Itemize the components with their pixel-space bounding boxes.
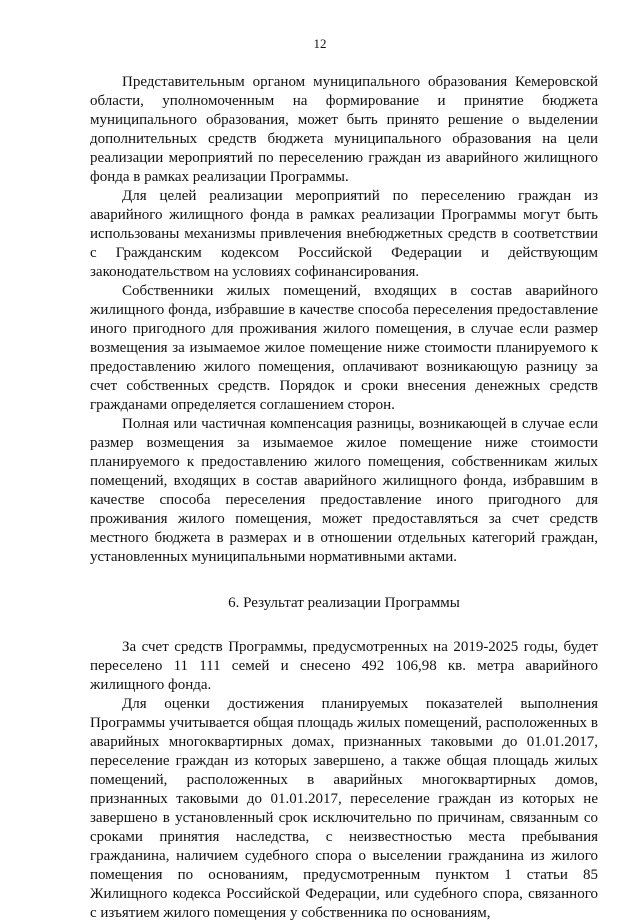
paragraph-resettlement-result: За счет средств Программы, предусмотренных на 2019-2025 годы, будет переселено 11 111 семей и снесено 492 106,98 кв. метра аварийного жилищного фонда. — [90, 639, 598, 693]
paragraph-extrabudgetary-funding: Для целей реализации мероприятий по переселению граждан из аварийного жилищного фонда в рамках реализации Программы могут быть использованы механизмы привлечения внебюджетных средств в соответствии с Гражданским кодексом Российской Федерации и действующим законодательством на условиях софинансирования. — [90, 188, 598, 280]
section-heading: 6. Результат реализации Программы — [228, 595, 460, 611]
paragraph-difference-compensation: Полная или частичная компенсация разницы, возникающей в случае если размер возмещения за изымаемое жилое помещение ниже стоимости планируемого к предоставлению жилого помещения, собственникам жилых помещений, входящих в состав аварийного жилищного фонда, избравшим в качестве способа переселения предоставление иного пригодного для проживания жилого помещения, может предоставляться за счет средств местного бюджета в размерах и в отношении отдельных категорий граждан, установленных муниципальными нормативными актами. — [90, 416, 598, 565]
paragraph-additional-budget-funds: Представительным органом муниципального образования Кемеровской области, уполномоченным на формирование и принятие бюджета муниципального образования, может быть принято решение о выделении дополнительных средств бюджета муниципального образования на цели реализации мероприятий по переселению граждан из аварийного жилищного фонда в рамках реализации Программы. — [90, 74, 598, 185]
paragraph-indicator-assessment: Для оценки достижения планируемых показателей выполнения Программы учитывается общая площадь жилых помещений, расположенных в аварийных многоквартирных домах, признанных таковыми до 01.01.2017, переселение граждан из которых завершено, а также общая площадь жилых помещений, расположенных в аварийных многоквартирных домов, признанных таковыми до 01.01.2017, переселение граждан из которых не завершено в установленный срок исключительно по причинам, связанным со сроками принятия наследства, с неизвестностью места пребывания гражданина, наличием судебного спора о выселении гражданина из жилого помещения по основаниям, предусмотренным пунктом 1 статьи 85 Жилищного кодекса Российской Федерации, или судебного спора, связанного с изъятием жилого помещения у собственника по основаниям, — [90, 696, 598, 921]
paragraph-owners-pay-difference: Собственники жилых помещений, входящих в состав аварийного жилищного фонда, избравшие в качестве способа переселения предоставление иного пригодного для проживания жилого помещения, в случае если размер возмещения за изымаемое жилое помещение ниже стоимости планируемого к предоставлению жилого помещения, оплачивают возникающую разницу за счет собственных средств. Порядок и сроки внесения денежных средств гражданами определяется соглашением сторон. — [90, 283, 598, 413]
document-body — [90, 73, 598, 923]
page-number: 12 — [313, 36, 327, 51]
